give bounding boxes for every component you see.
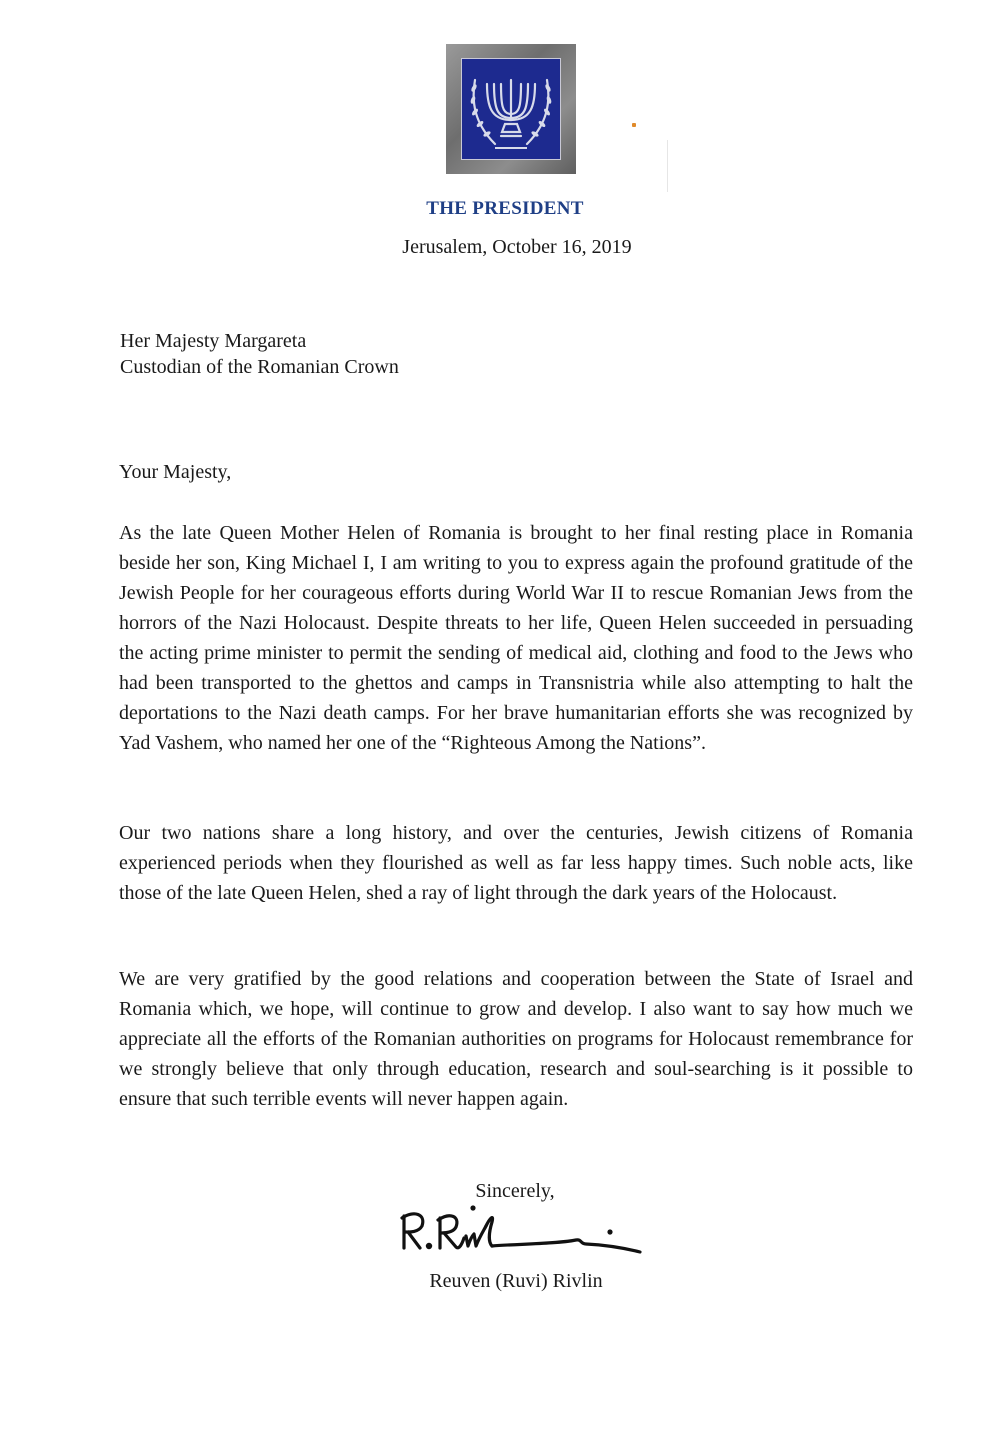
signer-name: Reuven (Ruvi) Rivlin — [429, 1270, 603, 1292]
recipient-role: Custodian of the Romanian Crown — [120, 356, 399, 378]
state-emblem — [446, 44, 576, 174]
paper-fold-line — [667, 140, 668, 192]
body-paragraph-3: We are very gratified by the good relations and cooperation between the State of Israel and Romania which, we hope, will continue to grow and develop. I also want to say how much we appreciate all the efforts of the Romanian authorities on programs for Holocaust remembrance for we strongly believe that only through education, research and soul-searching is it possible to ensure that such terrible events will never happen again. — [119, 968, 913, 1110]
paper-speck — [632, 123, 636, 127]
letterhead-title: THE PRESIDENT — [426, 198, 584, 219]
body-paragraph-1: As the late Queen Mother Helen of Romania is brought to her final resting place in Romania beside her son, King Michael I, I am writing to you to express again the profound gratitude of the Jewish People for her courageous efforts during World War II to rescue Romanian Jews from the horrors of the Nazi Holocaust. Despite threats to her life, Queen Helen succeeded in persuading the acting prime minister to permit the sending of medical aid, clothing and food to the Jews who had been transported to the ghettos and camps in Transnistria while also attempting to halt the deportations to the Nazi death camps. For her brave humanitarian efforts she was recognized by Yad Vashem, who named her one of the “Righteous Among the Nations”. — [119, 522, 913, 754]
salutation: Your Majesty, — [119, 461, 232, 483]
menorah-emblem-icon — [461, 58, 561, 160]
handwritten-signature — [396, 1200, 644, 1262]
valediction: Sincerely, — [475, 1180, 555, 1202]
recipient-name: Her Majesty Margareta — [120, 330, 307, 352]
body-paragraph-2: Our two nations share a long history, and over the centuries, Jewish citizens of Romania experienced periods when they flourished as well as far less happy times. Such noble acts, like those of the late Queen Helen, shed a ray of light through the dark years of the Holocaust. — [119, 822, 913, 904]
recipient-block — [120, 328, 399, 380]
place-and-date: Jerusalem, October 16, 2019 — [402, 236, 632, 258]
